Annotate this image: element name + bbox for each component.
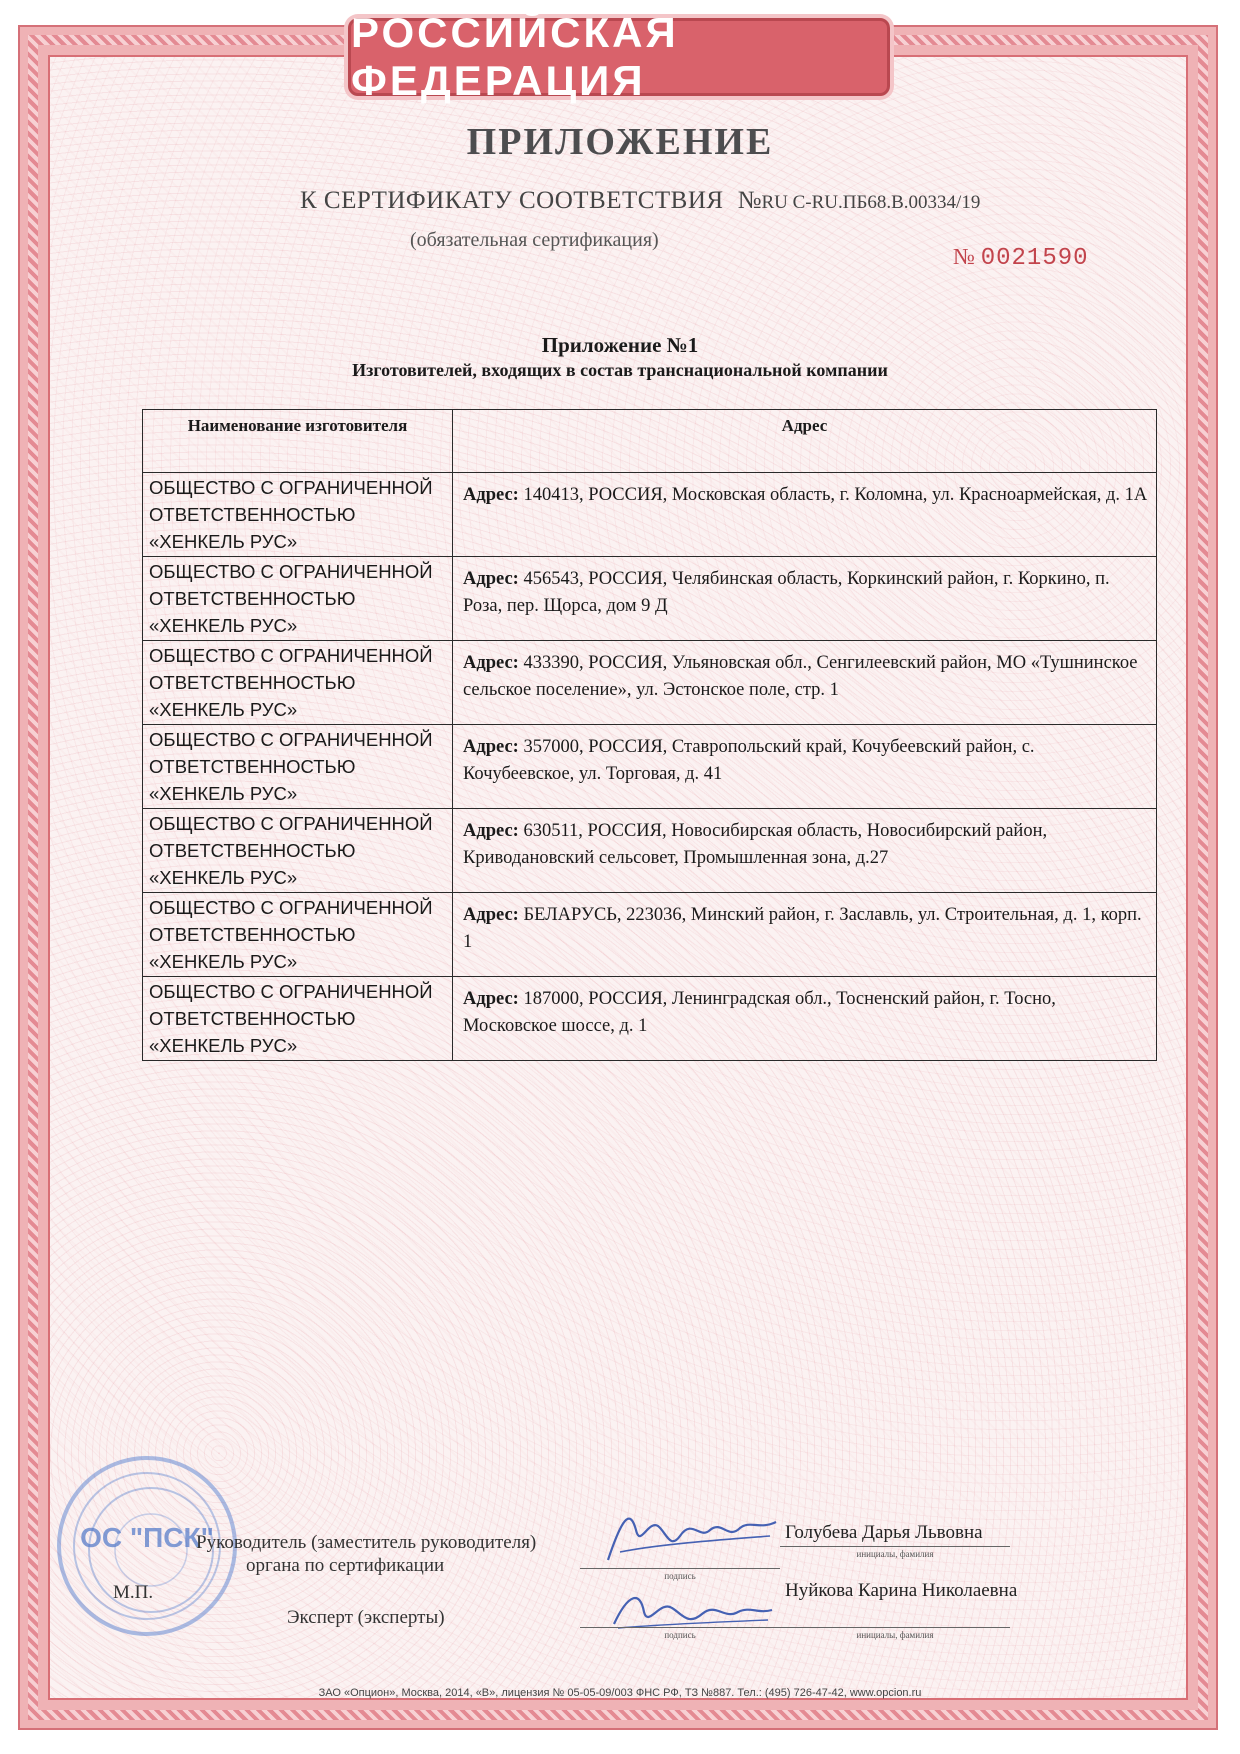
manufacturer-address — [453, 725, 1157, 809]
appendix-title: Приложение №1 — [541, 333, 699, 357]
table-row — [143, 473, 1157, 557]
footer-imprint: ЗАО «Опцион», Москва, 2014, «В», лицензия № 05-05-09/003 ФНС РФ, ТЗ №887. Тел.: (495) 726-47-42, www.opcion.ru — [318, 1687, 922, 1699]
expert-name: Нуйкова Карина Николаевна — [785, 1580, 1018, 1601]
appendix-subtitle: Изготовителей, входящих в состав транснациональной компании — [352, 360, 888, 380]
certificate-number-prefix: № — [737, 187, 762, 214]
certification-type: (обязательная сертификация) — [410, 229, 659, 251]
name-line: ОБЩЕСТВО С ОГРАНИЧЕННОЙ — [149, 477, 433, 498]
manufacturer-name — [143, 641, 453, 725]
address-text: 456543, РОССИЯ, Челябинская область, Коркинский район, г. Коркино, п. Роза, пер. Щорса, дом 9 Д — [463, 569, 1110, 616]
manufacturers-table — [142, 409, 1157, 1061]
name-line: «ХЕНКЕЛЬ РУС» — [149, 531, 298, 552]
name-line: «ХЕНКЕЛЬ РУС» — [149, 699, 298, 720]
banner-text: РОССИЙСКАЯ ФЕДЕРАЦИЯ — [351, 9, 679, 104]
table-row — [143, 725, 1157, 809]
manufacturer-address — [453, 641, 1157, 725]
table-row — [143, 641, 1157, 725]
head-label-body: органа по сертификации — [246, 1555, 445, 1576]
name-line: ОТВЕТСТВЕННОСТЬЮ — [149, 504, 356, 525]
signature-caption: подпись — [664, 1630, 696, 1640]
address-text: БЕЛАРУСЬ, 223036, Минский район, г. Заславль, ул. Строительная, д. 1, корп. 1 — [463, 905, 1142, 952]
table-row — [143, 809, 1157, 893]
header-banner — [348, 9, 890, 104]
address-text: 433390, РОССИЯ, Ульяновская обл., Сенгилеевский район, МО «Тушнинское сельское поселение», ул. Эстонское поле, стр. 1 — [463, 653, 1138, 700]
manufacturer-name — [143, 473, 453, 557]
address-label: Адрес: — [463, 989, 519, 1009]
serial-value: 0021590 — [980, 245, 1089, 272]
manufacturer-name — [143, 557, 453, 641]
stamp-text: ОС "ПСК" — [80, 1522, 214, 1553]
name-line: ОБЩЕСТВО С ОГРАНИЧЕННОЙ — [149, 729, 433, 750]
manufacturer-name — [143, 809, 453, 893]
column-header-address: Адрес — [453, 410, 1157, 473]
address-label: Адрес: — [463, 485, 519, 505]
manufacturer-address — [453, 893, 1157, 977]
address-label: Адрес: — [463, 737, 519, 757]
name-line: ОБЩЕСТВО С ОГРАНИЧЕННОЙ — [149, 813, 433, 834]
table-row — [143, 893, 1157, 977]
serial-prefix: № — [953, 244, 975, 269]
table-row — [143, 977, 1157, 1061]
address-text: 357000, РОССИЯ, Ставропольский край, Кочубеевский район, с. Кочубеевское, ул. Торговая, д. 41 — [463, 737, 1035, 784]
address-label: Адрес: — [463, 653, 519, 673]
stamp-place-label: М.П. — [113, 1582, 154, 1603]
manufacturer-name — [143, 977, 453, 1061]
manufacturer-name — [143, 893, 453, 977]
name-line: ОТВЕТСТВЕННОСТЬЮ — [149, 672, 356, 693]
signature-caption: подпись — [664, 1571, 696, 1581]
name-line: «ХЕНКЕЛЬ РУС» — [149, 615, 298, 636]
name-line: «ХЕНКЕЛЬ РУС» — [149, 951, 298, 972]
name-line: ОТВЕТСТВЕННОСТЬЮ — [149, 840, 356, 861]
certificate-number: RU C-RU.ПБ68.В.00334/19 — [761, 192, 981, 213]
document-title: ПРИЛОЖЕНИЕ — [466, 121, 774, 163]
address-label: Адрес: — [463, 905, 519, 925]
address-label: Адрес: — [463, 569, 519, 589]
name-caption: инициалы, фамилия — [856, 1630, 934, 1640]
manufacturer-name — [143, 725, 453, 809]
certificate-reference — [300, 187, 980, 215]
column-header-name: Наименование изготовителя — [143, 410, 453, 473]
manufacturer-address — [453, 473, 1157, 557]
address-text: 630511, РОССИЯ, Новосибирская область, Новосибирский район, Криводановский сельсовет, Промышленная зона, д.27 — [463, 821, 1048, 868]
manufacturer-address — [453, 977, 1157, 1061]
name-line: «ХЕНКЕЛЬ РУС» — [149, 867, 298, 888]
name-line: ОТВЕТСТВЕННОСТЬЮ — [149, 1008, 356, 1029]
address-label: Адрес: — [463, 821, 519, 841]
name-line: ОБЩЕСТВО С ОГРАНИЧЕННОЙ — [149, 897, 433, 918]
name-line: ОТВЕТСТВЕННОСТЬЮ — [149, 588, 356, 609]
table-row — [143, 557, 1157, 641]
name-line: ОБЩЕСТВО С ОГРАНИЧЕННОЙ — [149, 645, 433, 666]
name-line: ОТВЕТСТВЕННОСТЬЮ — [149, 756, 356, 777]
address-text: 187000, РОССИЯ, Ленинградская обл., Тосненский район, г. Тосно, Московское шоссе, д. 1 — [463, 989, 1056, 1036]
expert-label: Эксперт (эксперты) — [287, 1607, 445, 1628]
name-caption: инициалы, фамилия — [856, 1549, 934, 1559]
name-line: ОБЩЕСТВО С ОГРАНИЧЕННОЙ — [149, 981, 433, 1002]
head-name: Голубева Дарья Львовна — [785, 1522, 983, 1543]
manufacturer-address — [453, 557, 1157, 641]
name-line: ОБЩЕСТВО С ОГРАНИЧЕННОЙ — [149, 561, 433, 582]
name-line: ОТВЕТСТВЕННОСТЬЮ — [149, 924, 356, 945]
head-label: Руководитель (заместитель руководителя) — [196, 1532, 537, 1553]
certificate-label: К СЕРТИФИКАТУ СООТВЕТСТВИЯ — [300, 187, 724, 214]
name-line: «ХЕНКЕЛЬ РУС» — [149, 783, 298, 804]
address-text: 140413, РОССИЯ, Московская область, г. Коломна, ул. Красноармейская, д. 1А — [523, 485, 1148, 505]
name-line: «ХЕНКЕЛЬ РУС» — [149, 1035, 298, 1056]
serial-number — [953, 244, 1089, 272]
table-header-row — [143, 410, 1157, 473]
manufacturer-address — [453, 809, 1157, 893]
